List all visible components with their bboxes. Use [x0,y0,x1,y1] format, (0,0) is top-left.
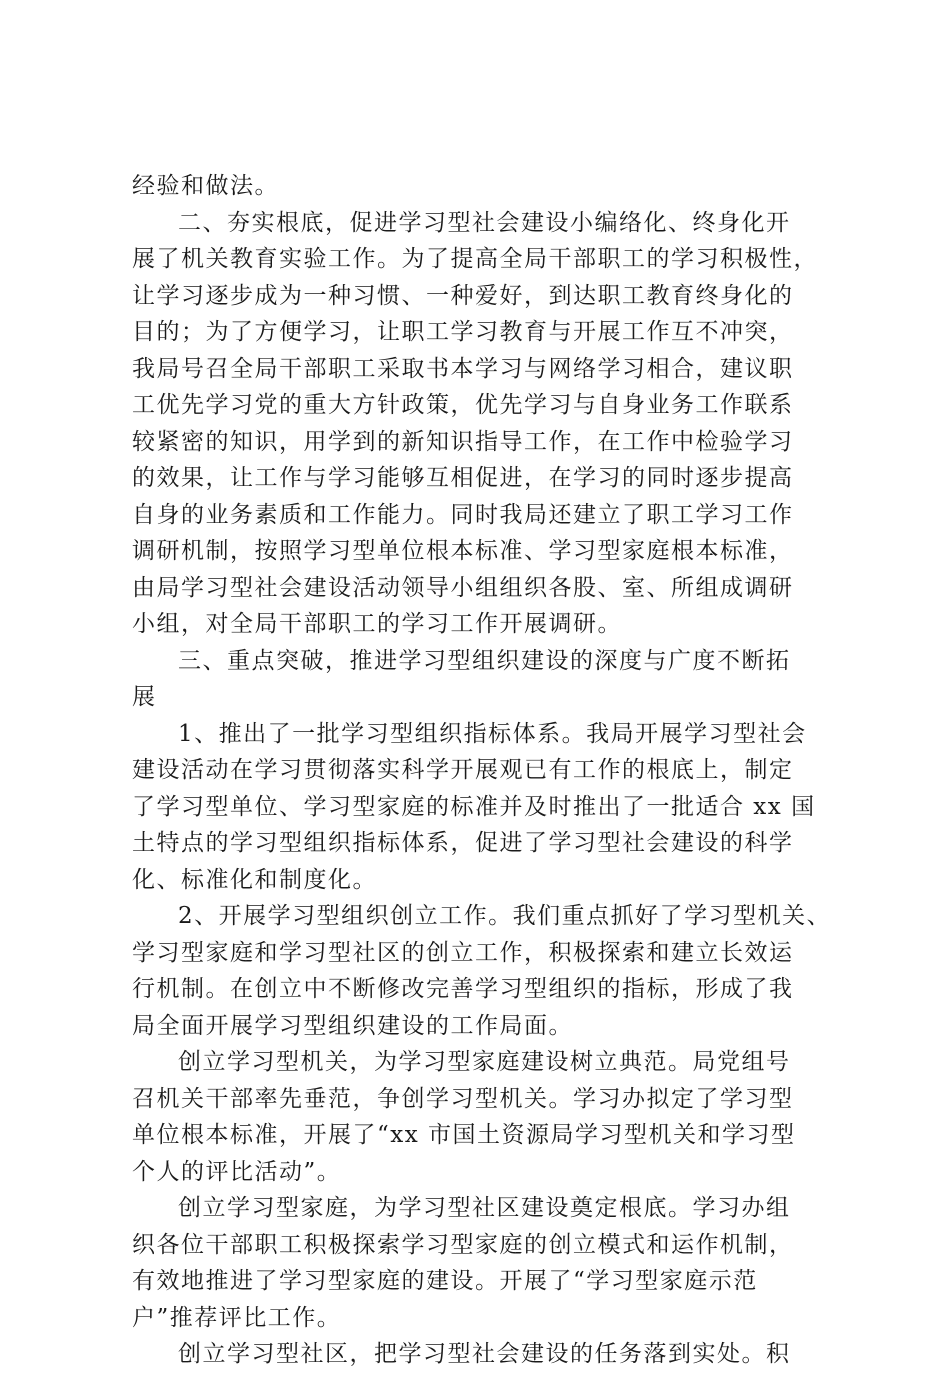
text-line: 较紧密的知识，用学到的新知识指导工作，在工作中检验学习 [132,428,794,455]
text-line: 二、夯实根底，促进学习型社会建设小编络化、终身化开 [178,209,791,236]
text-line: 目的；为了方便学习，让职工学习教育与开展工作互不冲突， [132,319,794,345]
text-line: 单位根本标准，开展了“xx 市国土资源局学习型机关和学习型 [132,1122,796,1148]
text-line: 三、重点突破，推进学习型组织建设的深度与广度不断拓 [178,647,791,674]
text-line: 创立学习型家庭，为学习型社区建设奠定根底。学习办组 [178,1195,791,1221]
text-line: 学习型家庭和学习型社区的创立工作，积极探索和建立长效运 [132,939,794,966]
text-line: 局全面开展学习型组织建设的工作局面。 [132,1012,573,1039]
text-line: 创立学习型社区，把学习型社会建设的任务落到实处。积 [178,1341,791,1367]
text-line: 了学习型单位、学习型家庭的标准并及时推出了一批适合 xx 国 [132,793,816,820]
text-line: 展 [132,684,157,710]
text-line: 由局学习型社会建设活动领导小组组织各股、室、所组成调研 [132,574,794,601]
text-line: 建设活动在学习贯彻落实科学开展观已有工作的根底上，制定 [132,757,794,783]
text-line: 经验和做法。 [132,173,279,199]
text-line: 化、标准化和制度化。 [132,866,377,893]
document-body [132,168,832,1373]
text-line: 土特点的学习型组织指标体系，促进了学习型社会建设的科学 [132,830,794,856]
text-line: 我局号召全局干部职工采取书本学习与网络学习相合，建议职 [132,355,794,382]
text-line: 织各位干部职工积极探索学习型家庭的创立模式和运作机制， [132,1231,794,1258]
text-line: 展了机关教育实验工作。为了提高全局干部职工的学习积极性， [132,246,818,272]
text-line: 调研机制，按照学习型单位根本标准、学习型家庭根本标准， [132,538,794,564]
text-line: 户”推荐评比工作。 [132,1304,342,1331]
text-line: 的效果，让工作与学习能够互相促进，在学习的同时逐步提高 [132,465,794,491]
text-line: 行机制。在创立中不断修改完善学习型组织的指标，形成了我 [132,976,794,1002]
text-line: 召机关干部率先垂范，争创学习型机关。学习办拟定了学习型 [132,1085,794,1112]
text-line: 有效地推进了学习型家庭的建设。开展了“学习型家庭示范 [132,1268,758,1294]
text-line: 创立学习型机关，为学习型家庭建设树立典范。局党组号 [178,1049,791,1075]
text-line: 个人的评比活动”。 [132,1158,342,1185]
text-line: 1、推出了一批学习型组织指标体系。我局开展学习型社会 [178,720,807,747]
text-line: 让学习逐步成为一种习惯、一种爱好，到达职工教育终身化的 [132,282,794,309]
text-line: 小组，对全局干部职工的学习工作开展调研。 [132,611,622,637]
text-line: 自身的业务素质和工作能力。同时我局还建立了职工学习工作 [132,501,794,528]
text-line: 工优先学习党的重大方针政策，优先学习与自身业务工作联系 [132,392,794,418]
text-line: 2、开展学习型组织创立工作。我们重点抓好了学习型机关、 [178,903,832,929]
